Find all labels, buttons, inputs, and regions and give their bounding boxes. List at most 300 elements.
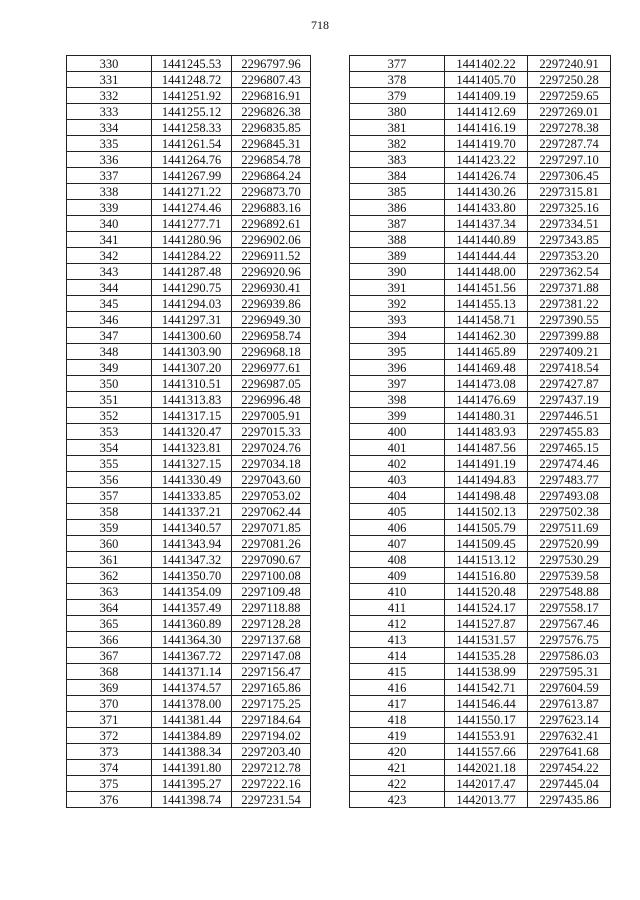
coordinate-y-cell: 2296939.86 <box>232 296 311 312</box>
coordinate-x-cell: 1441409.19 <box>445 88 528 104</box>
table-row <box>67 584 311 600</box>
coordinate-x-cell: 1441524.17 <box>445 600 528 616</box>
point-number-cell: 396 <box>350 360 445 376</box>
point-number-cell: 417 <box>350 696 445 712</box>
coordinate-y-cell: 2297520.99 <box>528 536 611 552</box>
coordinate-x-cell: 1441465.89 <box>445 344 528 360</box>
coordinate-x-cell: 1441280.96 <box>152 232 232 248</box>
coordinate-x-cell: 1441412.69 <box>445 104 528 120</box>
coordinate-x-cell: 1441455.13 <box>445 296 528 312</box>
table-row <box>350 744 611 760</box>
point-number-cell: 374 <box>67 760 152 776</box>
coordinate-y-cell: 2297137.68 <box>232 632 311 648</box>
point-number-cell: 405 <box>350 504 445 520</box>
point-number-cell: 344 <box>67 280 152 296</box>
coordinate-y-cell: 2297641.68 <box>528 744 611 760</box>
table-row <box>350 360 611 376</box>
table-row <box>67 744 311 760</box>
table-row <box>67 520 311 536</box>
coordinate-x-cell: 1441354.09 <box>152 584 232 600</box>
coordinate-y-cell: 2297024.76 <box>232 440 311 456</box>
point-number-cell: 333 <box>67 104 152 120</box>
point-number-cell: 359 <box>67 520 152 536</box>
table-row <box>350 312 611 328</box>
table-row <box>350 776 611 792</box>
table-row <box>67 232 311 248</box>
table-row <box>350 376 611 392</box>
coordinate-y-cell: 2297567.46 <box>528 616 611 632</box>
coordinate-y-cell: 2296996.48 <box>232 392 311 408</box>
point-number-cell: 331 <box>67 72 152 88</box>
table-row <box>350 664 611 680</box>
coordinate-y-cell: 2297399.88 <box>528 328 611 344</box>
coordinate-y-cell: 2297315.81 <box>528 184 611 200</box>
coordinate-y-cell: 2297455.83 <box>528 424 611 440</box>
table-row <box>350 392 611 408</box>
point-number-cell: 402 <box>350 456 445 472</box>
table-row <box>67 568 311 584</box>
coordinate-x-cell: 1441347.32 <box>152 552 232 568</box>
table-row <box>67 648 311 664</box>
point-number-cell: 408 <box>350 552 445 568</box>
point-number-cell: 404 <box>350 488 445 504</box>
point-number-cell: 420 <box>350 744 445 760</box>
point-number-cell: 386 <box>350 200 445 216</box>
table-row <box>350 728 611 744</box>
point-number-cell: 349 <box>67 360 152 376</box>
table-row <box>350 696 611 712</box>
coordinate-y-cell: 2296807.43 <box>232 72 311 88</box>
coordinate-y-cell: 2297548.88 <box>528 584 611 600</box>
coordinate-y-cell: 2297623.14 <box>528 712 611 728</box>
coordinate-x-cell: 1441451.56 <box>445 280 528 296</box>
point-number-cell: 351 <box>67 392 152 408</box>
table-row <box>350 488 611 504</box>
coordinate-y-cell: 2297212.78 <box>232 760 311 776</box>
coordinate-y-cell: 2297334.51 <box>528 216 611 232</box>
point-number-cell: 418 <box>350 712 445 728</box>
coordinate-x-cell: 1441337.21 <box>152 504 232 520</box>
coordinate-x-cell: 1441462.30 <box>445 328 528 344</box>
point-number-cell: 379 <box>350 88 445 104</box>
coordinate-x-cell: 1441480.31 <box>445 408 528 424</box>
coordinate-x-cell: 1441330.49 <box>152 472 232 488</box>
coordinate-y-cell: 2297465.15 <box>528 440 611 456</box>
table-row <box>350 792 611 808</box>
table-row <box>350 648 611 664</box>
table-row <box>67 296 311 312</box>
point-number-cell: 361 <box>67 552 152 568</box>
point-number-cell: 342 <box>67 248 152 264</box>
coordinate-x-cell: 1441317.15 <box>152 408 232 424</box>
point-number-cell: 372 <box>67 728 152 744</box>
point-number-cell: 377 <box>350 56 445 72</box>
coordinate-x-cell: 1441476.69 <box>445 392 528 408</box>
coordinate-y-cell: 2297325.16 <box>528 200 611 216</box>
coordinate-y-cell: 2297613.87 <box>528 696 611 712</box>
point-number-cell: 385 <box>350 184 445 200</box>
coordinate-y-cell: 2297250.28 <box>528 72 611 88</box>
table-row <box>67 792 311 808</box>
point-number-cell: 352 <box>67 408 152 424</box>
coordinate-x-cell: 1441483.93 <box>445 424 528 440</box>
point-number-cell: 366 <box>67 632 152 648</box>
coordinate-x-cell: 1441360.89 <box>152 616 232 632</box>
point-number-cell: 421 <box>350 760 445 776</box>
coordinate-y-cell: 2297493.08 <box>528 488 611 504</box>
table-row <box>67 552 311 568</box>
point-number-cell: 353 <box>67 424 152 440</box>
coordinate-x-cell: 1441494.83 <box>445 472 528 488</box>
coordinate-x-cell: 1441423.22 <box>445 152 528 168</box>
point-number-cell: 415 <box>350 664 445 680</box>
point-number-cell: 360 <box>67 536 152 552</box>
table-row <box>350 184 611 200</box>
coordinate-y-cell: 2297100.08 <box>232 568 311 584</box>
point-number-cell: 348 <box>67 344 152 360</box>
table-row <box>67 408 311 424</box>
coordinate-x-cell: 1441553.91 <box>445 728 528 744</box>
point-number-cell: 394 <box>350 328 445 344</box>
point-number-cell: 367 <box>67 648 152 664</box>
coordinate-x-cell: 1441395.27 <box>152 776 232 792</box>
coordinate-y-cell: 2296873.70 <box>232 184 311 200</box>
coordinate-y-cell: 2296854.78 <box>232 152 311 168</box>
coordinate-y-cell: 2297483.77 <box>528 472 611 488</box>
point-number-cell: 371 <box>67 712 152 728</box>
coordinate-x-cell: 1441448.00 <box>445 264 528 280</box>
coordinate-y-cell: 2297371.88 <box>528 280 611 296</box>
table-row <box>67 376 311 392</box>
table-row <box>67 56 311 72</box>
coordinate-x-cell: 1441245.53 <box>152 56 232 72</box>
point-number-cell: 380 <box>350 104 445 120</box>
point-number-cell: 355 <box>67 456 152 472</box>
point-number-cell: 399 <box>350 408 445 424</box>
coordinate-x-cell: 1441307.20 <box>152 360 232 376</box>
point-number-cell: 339 <box>67 200 152 216</box>
coordinate-y-cell: 2297269.01 <box>528 104 611 120</box>
coordinate-x-cell: 1441531.57 <box>445 632 528 648</box>
coordinate-y-cell: 2297203.40 <box>232 744 311 760</box>
point-number-cell: 398 <box>350 392 445 408</box>
table-row <box>350 120 611 136</box>
coordinate-y-cell: 2297586.03 <box>528 648 611 664</box>
coordinate-y-cell: 2297184.64 <box>232 712 311 728</box>
coordinate-x-cell: 1441284.22 <box>152 248 232 264</box>
table-row <box>67 680 311 696</box>
point-number-cell: 423 <box>350 792 445 808</box>
table-row <box>67 632 311 648</box>
point-number-cell: 334 <box>67 120 152 136</box>
table-row <box>350 520 611 536</box>
table-row <box>67 776 311 792</box>
coordinate-y-cell: 2297240.91 <box>528 56 611 72</box>
coordinate-x-cell: 1441261.54 <box>152 136 232 152</box>
coordinate-y-cell: 2297362.54 <box>528 264 611 280</box>
table-row <box>350 232 611 248</box>
coordinate-x-cell: 1441433.80 <box>445 200 528 216</box>
coordinate-x-cell: 1441505.79 <box>445 520 528 536</box>
coordinate-x-cell: 1441491.19 <box>445 456 528 472</box>
coordinate-y-cell: 2297005.91 <box>232 408 311 424</box>
coordinate-x-cell: 1441527.87 <box>445 616 528 632</box>
table-row <box>67 600 311 616</box>
coordinate-y-cell: 2297128.28 <box>232 616 311 632</box>
coordinate-x-cell: 1441333.85 <box>152 488 232 504</box>
coordinate-y-cell: 2297090.67 <box>232 552 311 568</box>
coordinate-y-cell: 2296977.61 <box>232 360 311 376</box>
point-number-cell: 369 <box>67 680 152 696</box>
point-number-cell: 392 <box>350 296 445 312</box>
coordinate-x-cell: 1441287.48 <box>152 264 232 280</box>
point-number-cell: 414 <box>350 648 445 664</box>
coordinate-x-cell: 1441258.33 <box>152 120 232 136</box>
coordinate-y-cell: 2297118.88 <box>232 600 311 616</box>
point-number-cell: 384 <box>350 168 445 184</box>
table-row <box>350 264 611 280</box>
coordinate-x-cell: 1441327.15 <box>152 456 232 472</box>
coordinates-table-right <box>349 55 611 808</box>
coordinate-x-cell: 1441251.92 <box>152 88 232 104</box>
coordinate-x-cell: 1441350.70 <box>152 568 232 584</box>
coordinate-x-cell: 1441274.46 <box>152 200 232 216</box>
coordinate-y-cell: 2297071.85 <box>232 520 311 536</box>
table-row <box>350 552 611 568</box>
coordinate-x-cell: 1441546.44 <box>445 696 528 712</box>
coordinate-x-cell: 1441388.34 <box>152 744 232 760</box>
coordinate-y-cell: 2297109.48 <box>232 584 311 600</box>
coordinate-y-cell: 2296930.41 <box>232 280 311 296</box>
coordinate-y-cell: 2297576.75 <box>528 632 611 648</box>
table-row <box>350 456 611 472</box>
table-row <box>67 216 311 232</box>
point-number-cell: 388 <box>350 232 445 248</box>
table-row <box>350 472 611 488</box>
point-number-cell: 336 <box>67 152 152 168</box>
coordinate-y-cell: 2297604.59 <box>528 680 611 696</box>
table-row <box>67 152 311 168</box>
coordinate-y-cell: 2297445.04 <box>528 776 611 792</box>
point-number-cell: 341 <box>67 232 152 248</box>
point-number-cell: 376 <box>67 792 152 808</box>
table-row <box>67 184 311 200</box>
table-row <box>67 88 311 104</box>
point-number-cell: 416 <box>350 680 445 696</box>
point-number-cell: 350 <box>67 376 152 392</box>
coordinate-y-cell: 2297390.55 <box>528 312 611 328</box>
table-row <box>350 248 611 264</box>
coordinate-x-cell: 1441416.19 <box>445 120 528 136</box>
point-number-cell: 397 <box>350 376 445 392</box>
point-number-cell: 338 <box>67 184 152 200</box>
coordinate-y-cell: 2297015.33 <box>232 424 311 440</box>
coordinate-x-cell: 1441371.14 <box>152 664 232 680</box>
coordinate-x-cell: 1441248.72 <box>152 72 232 88</box>
coordinate-x-cell: 1441271.22 <box>152 184 232 200</box>
table-row <box>67 616 311 632</box>
coordinate-x-cell: 1441277.71 <box>152 216 232 232</box>
point-number-cell: 343 <box>67 264 152 280</box>
coordinate-y-cell: 2296958.74 <box>232 328 311 344</box>
coordinate-x-cell: 1441323.81 <box>152 440 232 456</box>
point-number-cell: 403 <box>350 472 445 488</box>
table-row <box>350 88 611 104</box>
table-row <box>350 56 611 72</box>
coordinate-x-cell: 1441440.89 <box>445 232 528 248</box>
coordinate-x-cell: 1441520.48 <box>445 584 528 600</box>
point-number-cell: 370 <box>67 696 152 712</box>
table-row <box>67 344 311 360</box>
coordinate-x-cell: 1441430.26 <box>445 184 528 200</box>
table-row <box>350 568 611 584</box>
table-row <box>67 264 311 280</box>
table-row <box>67 536 311 552</box>
coordinate-x-cell: 1441320.47 <box>152 424 232 440</box>
table-row <box>350 504 611 520</box>
point-number-cell: 390 <box>350 264 445 280</box>
point-number-cell: 389 <box>350 248 445 264</box>
coordinate-x-cell: 1441469.48 <box>445 360 528 376</box>
coordinate-y-cell: 2297259.65 <box>528 88 611 104</box>
table-row <box>350 616 611 632</box>
coordinate-x-cell: 1441297.31 <box>152 312 232 328</box>
point-number-cell: 347 <box>67 328 152 344</box>
table-row <box>67 280 311 296</box>
point-number-cell: 422 <box>350 776 445 792</box>
coordinate-y-cell: 2297081.26 <box>232 536 311 552</box>
point-number-cell: 364 <box>67 600 152 616</box>
coordinate-y-cell: 2297053.02 <box>232 488 311 504</box>
coordinate-y-cell: 2297231.54 <box>232 792 311 808</box>
coordinate-y-cell: 2297165.86 <box>232 680 311 696</box>
coordinate-y-cell: 2296883.16 <box>232 200 311 216</box>
point-number-cell: 340 <box>67 216 152 232</box>
table-row <box>350 344 611 360</box>
point-number-cell: 346 <box>67 312 152 328</box>
coordinate-y-cell: 2297435.86 <box>528 792 611 808</box>
coordinate-x-cell: 1441535.28 <box>445 648 528 664</box>
point-number-cell: 363 <box>67 584 152 600</box>
coordinate-y-cell: 2296816.91 <box>232 88 311 104</box>
coordinate-y-cell: 2297454.22 <box>528 760 611 776</box>
table-row <box>350 152 611 168</box>
coordinate-y-cell: 2296845.31 <box>232 136 311 152</box>
table-row <box>350 72 611 88</box>
table-row <box>67 504 311 520</box>
point-number-cell: 375 <box>67 776 152 792</box>
table-row <box>67 472 311 488</box>
coordinate-x-cell: 1442013.77 <box>445 792 528 808</box>
table-row <box>67 360 311 376</box>
point-number-cell: 409 <box>350 568 445 584</box>
coordinate-y-cell: 2296892.61 <box>232 216 311 232</box>
point-number-cell: 411 <box>350 600 445 616</box>
coordinate-y-cell: 2296911.52 <box>232 248 311 264</box>
coordinate-y-cell: 2296797.96 <box>232 56 311 72</box>
table-row <box>67 392 311 408</box>
table-row <box>350 280 611 296</box>
coordinate-y-cell: 2297297.10 <box>528 152 611 168</box>
coordinate-x-cell: 1441473.08 <box>445 376 528 392</box>
coordinate-y-cell: 2297147.08 <box>232 648 311 664</box>
coordinate-x-cell: 1441378.00 <box>152 696 232 712</box>
coordinate-y-cell: 2296826.38 <box>232 104 311 120</box>
coordinate-y-cell: 2297034.18 <box>232 456 311 472</box>
coordinate-x-cell: 1441516.80 <box>445 568 528 584</box>
table-row <box>350 408 611 424</box>
coordinate-x-cell: 1441267.99 <box>152 168 232 184</box>
point-number-cell: 368 <box>67 664 152 680</box>
point-number-cell: 345 <box>67 296 152 312</box>
coordinate-x-cell: 1441550.17 <box>445 712 528 728</box>
coordinate-y-cell: 2297409.21 <box>528 344 611 360</box>
table-row <box>350 216 611 232</box>
coordinate-y-cell: 2296987.05 <box>232 376 311 392</box>
coordinate-y-cell: 2297511.69 <box>528 520 611 536</box>
point-number-cell: 354 <box>67 440 152 456</box>
coordinate-x-cell: 1442017.47 <box>445 776 528 792</box>
point-number-cell: 357 <box>67 488 152 504</box>
point-number-cell: 412 <box>350 616 445 632</box>
point-number-cell: 401 <box>350 440 445 456</box>
point-number-cell: 337 <box>67 168 152 184</box>
coordinates-table-left <box>66 55 311 808</box>
table-row <box>350 424 611 440</box>
coordinate-y-cell: 2297222.16 <box>232 776 311 792</box>
coordinate-x-cell: 1441426.74 <box>445 168 528 184</box>
coordinate-x-cell: 1441381.44 <box>152 712 232 728</box>
point-number-cell: 383 <box>350 152 445 168</box>
coordinate-x-cell: 1441300.60 <box>152 328 232 344</box>
coordinate-y-cell: 2297418.54 <box>528 360 611 376</box>
coordinate-x-cell: 1441509.45 <box>445 536 528 552</box>
point-number-cell: 378 <box>350 72 445 88</box>
table-row <box>350 712 611 728</box>
coordinate-x-cell: 1441364.30 <box>152 632 232 648</box>
table-row <box>350 200 611 216</box>
point-number-cell: 406 <box>350 520 445 536</box>
point-number-cell: 332 <box>67 88 152 104</box>
table-row <box>67 168 311 184</box>
table-row <box>350 168 611 184</box>
coordinate-y-cell: 2296835.85 <box>232 120 311 136</box>
table-row <box>350 296 611 312</box>
coordinate-y-cell: 2297437.19 <box>528 392 611 408</box>
table-row <box>67 488 311 504</box>
coordinate-x-cell: 1441458.71 <box>445 312 528 328</box>
coordinate-x-cell: 1441264.76 <box>152 152 232 168</box>
coordinate-y-cell: 2297539.58 <box>528 568 611 584</box>
coordinate-y-cell: 2297156.47 <box>232 664 311 680</box>
coordinate-y-cell: 2297530.29 <box>528 552 611 568</box>
coordinate-y-cell: 2297343.85 <box>528 232 611 248</box>
coordinate-y-cell: 2297062.44 <box>232 504 311 520</box>
coordinate-y-cell: 2297502.38 <box>528 504 611 520</box>
table-row <box>350 536 611 552</box>
coordinate-x-cell: 1441498.48 <box>445 488 528 504</box>
table-row <box>67 760 311 776</box>
coordinate-y-cell: 2296949.30 <box>232 312 311 328</box>
table-row <box>350 136 611 152</box>
table-row <box>67 312 311 328</box>
coordinate-y-cell: 2296864.24 <box>232 168 311 184</box>
coordinate-y-cell: 2297446.51 <box>528 408 611 424</box>
table-row <box>350 440 611 456</box>
point-number-cell: 393 <box>350 312 445 328</box>
coordinate-x-cell: 1441405.70 <box>445 72 528 88</box>
coordinate-x-cell: 1441303.90 <box>152 344 232 360</box>
